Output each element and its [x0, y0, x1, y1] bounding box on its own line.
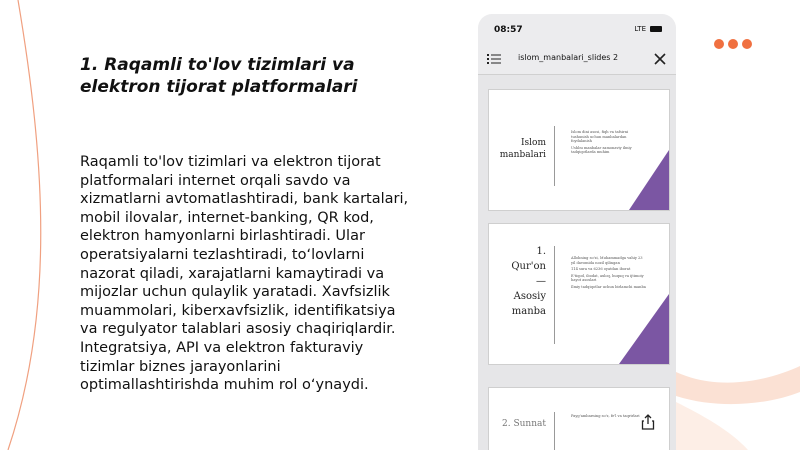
menu-icon[interactable]	[487, 53, 501, 65]
slide-title: 2. Sunnat	[502, 419, 546, 429]
slide-title: 1. Qur'on — Asosiy manba	[511, 246, 546, 317]
document-nav-bar	[478, 44, 676, 75]
decorative-dots	[714, 39, 752, 49]
slide-accent-triangle	[619, 294, 669, 364]
slide-accent-triangle	[629, 150, 669, 210]
page-title: 1. Raqamli to'lov tizimlari va elektron tijorat platformalari	[80, 55, 358, 97]
slide-bullets: Allohning so'zi, Muhammadga vahiy 23 yil davomida nozil qilingan 114 sura va 6236 oyatdan iborat E'tiqod, ibodat, axloq, huquq va ijtimoiy hayot asoslari Ilmiy tadqiqotlar uchun birlamchi manba	[571, 256, 646, 289]
slide-thumbnail[interactable]	[488, 223, 670, 365]
slide-thumbnail[interactable]	[488, 89, 670, 211]
body-paragraph: Raqamli to'lov tizimlari va elektron tijorat platformalari internet orqali savdo va xizmatlarni avtomatlashtiradi, bank kartalari, mobil ilovalar, internet-banking, QR kod, elektron hamyonlarni birlashtiradi. Ular operatsiyalarni tezlashtiradi, toʻlovlarni nazorat qiladi, xarajatlarni kamaytiradi va mijozlar uchun qulaylik yaratadi. Xavfsizlik muammolari, kiberxavfsizlik, identifikatsiya va regulyator talablari asosiy chaqiriqlardir. Integratsiya, API va elektron fakturaviy tizimlar biznes jarayonlarini optimallashtirishda muhim rol oʻynaydi.	[80, 154, 409, 394]
status-bar	[478, 14, 676, 44]
slide-title: Islom manbalari	[499, 138, 546, 160]
slide-bullets: Islom dini asosi, fiqh va tafsirni tushunish uchun manbalardan foydalanish Ushbu manbalar zamonaviy ilmiy tadqiqotlarda muhim	[571, 130, 632, 154]
phone-screenshot	[478, 14, 676, 450]
document-title: islom_manbalari_slides 2	[518, 53, 619, 62]
close-icon[interactable]	[652, 51, 668, 67]
slides-viewer[interactable]	[478, 75, 676, 450]
share-icon[interactable]	[641, 414, 655, 430]
slide-bullets: Payg'ambarning so'z, fe'l va taqrirlari	[571, 414, 640, 418]
network-label: LTE	[634, 25, 646, 33]
status-indicators	[634, 25, 662, 33]
battery-icon	[650, 26, 662, 32]
status-time: 08:57	[494, 25, 523, 35]
